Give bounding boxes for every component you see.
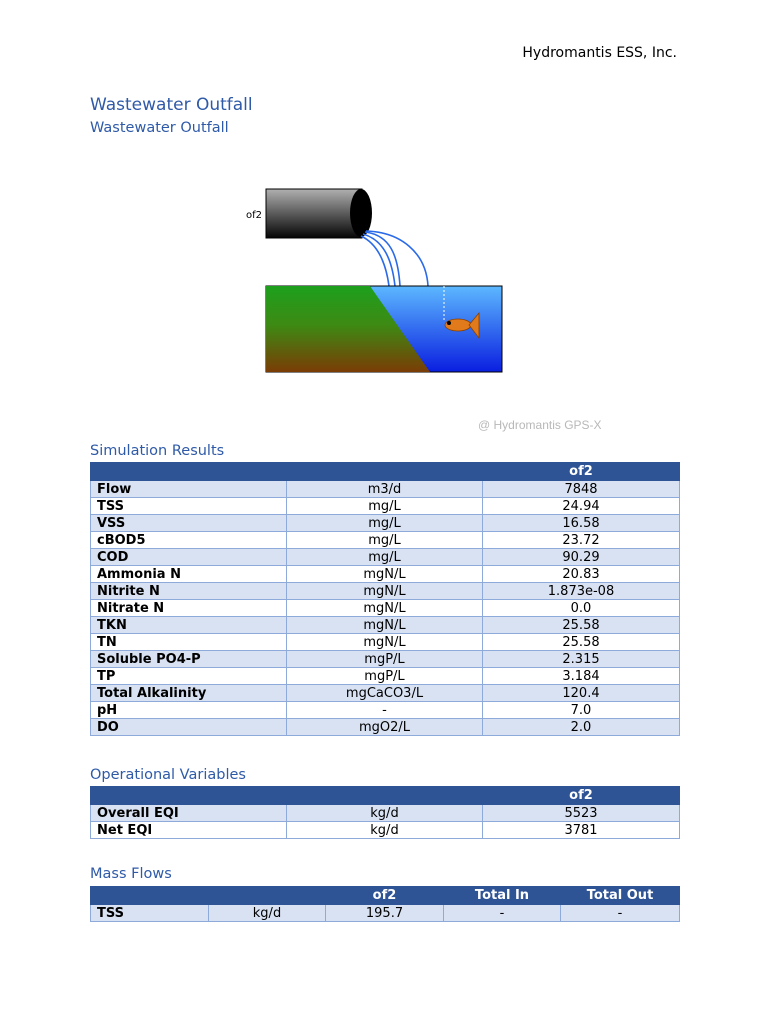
- page-title: Wastewater Outfall: [90, 95, 253, 115]
- table-cell-value: 3781: [483, 822, 680, 839]
- column-header: [91, 887, 209, 905]
- table-row: [91, 549, 680, 566]
- table-cell-unit: mgO2/L: [287, 719, 483, 736]
- table-header-row: [91, 787, 680, 805]
- table-cell-unit: mgP/L: [287, 668, 483, 685]
- column-header: Total In: [444, 887, 561, 905]
- table-row: [91, 515, 680, 532]
- table-cell-unit: mgN/L: [287, 617, 483, 634]
- table-row: [91, 566, 680, 583]
- table-cell-name: TKN: [91, 617, 287, 634]
- table-row: [91, 702, 680, 719]
- table-row: [91, 685, 680, 702]
- mass-flows-table: [90, 886, 680, 922]
- watermark: @ Hydromantis GPS-X: [478, 418, 602, 432]
- pipe-icon: [266, 189, 372, 238]
- table-cell-unit: kg/d: [209, 905, 326, 922]
- operational-variables-heading: Operational Variables: [90, 767, 246, 783]
- simulation-results-heading: Simulation Results: [90, 443, 225, 459]
- table-header-row: [91, 463, 680, 481]
- column-header: of2: [483, 787, 680, 805]
- table-cell-name: VSS: [91, 515, 287, 532]
- table-cell-name: TSS: [91, 498, 287, 515]
- table-cell-name: Nitrite N: [91, 583, 287, 600]
- table-cell-total-in: -: [444, 905, 561, 922]
- mass-flows-heading: Mass Flows: [90, 866, 172, 882]
- table-row: [91, 651, 680, 668]
- column-header: of2: [326, 887, 444, 905]
- column-header: Total Out: [561, 887, 680, 905]
- table-row: [91, 498, 680, 515]
- table-cell-name: cBOD5: [91, 532, 287, 549]
- page-subtitle: Wastewater Outfall: [90, 120, 229, 136]
- table-row: [91, 481, 680, 498]
- table-cell-unit: mg/L: [287, 515, 483, 532]
- table-cell-unit: mgN/L: [287, 600, 483, 617]
- table-cell-unit: mgCaCO3/L: [287, 685, 483, 702]
- table-cell-unit: mgN/L: [287, 583, 483, 600]
- table-row: [91, 600, 680, 617]
- table-cell-total-out: -: [561, 905, 680, 922]
- table-row: [91, 905, 680, 922]
- operational-variables-table: [90, 786, 680, 839]
- table-cell-name: DO: [91, 719, 287, 736]
- table-cell-value: 3.184: [483, 668, 680, 685]
- column-header: of2: [483, 463, 680, 481]
- table-cell-value: 7.0: [483, 702, 680, 719]
- table-cell-value: 120.4: [483, 685, 680, 702]
- table-cell-value: 23.72: [483, 532, 680, 549]
- table-cell-unit: kg/d: [287, 805, 483, 822]
- simulation-results-table: [90, 462, 680, 736]
- table-cell-unit: mg/L: [287, 532, 483, 549]
- table-cell-unit: kg/d: [287, 822, 483, 839]
- table-cell-value: 2.315: [483, 651, 680, 668]
- column-header: [91, 463, 287, 481]
- column-header: [91, 787, 287, 805]
- table-cell-name: TN: [91, 634, 287, 651]
- column-header: [209, 887, 326, 905]
- table-cell-unit: m3/d: [287, 481, 483, 498]
- table-cell-name: pH: [91, 702, 287, 719]
- table-cell-name: COD: [91, 549, 287, 566]
- table-cell-value: 16.58: [483, 515, 680, 532]
- company-name: Hydromantis ESS, Inc.: [522, 45, 677, 61]
- table-cell-unit: mgP/L: [287, 651, 483, 668]
- table-cell-unit: mg/L: [287, 498, 483, 515]
- table-cell-value: 0.0: [483, 600, 680, 617]
- table-cell-name: TP: [91, 668, 287, 685]
- outfall-diagram: [240, 180, 510, 380]
- table-cell-name: Total Alkalinity: [91, 685, 287, 702]
- table-cell-name: Nitrate N: [91, 600, 287, 617]
- table-cell-value: 7848: [483, 481, 680, 498]
- table-row: [91, 822, 680, 839]
- column-header: [287, 463, 483, 481]
- table-cell-name: TSS: [91, 905, 209, 922]
- table-cell-unit: mg/L: [287, 549, 483, 566]
- table-cell-value: 25.58: [483, 617, 680, 634]
- table-row: [91, 583, 680, 600]
- table-cell-name: Soluble PO4-P: [91, 651, 287, 668]
- table-cell-value: 2.0: [483, 719, 680, 736]
- discharge-stream-icon: [361, 231, 428, 286]
- table-cell-name: Ammonia N: [91, 566, 287, 583]
- table-cell-value: 24.94: [483, 498, 680, 515]
- table-row: [91, 532, 680, 549]
- table-cell-unit: mgN/L: [287, 566, 483, 583]
- table-cell-value: 25.58: [483, 634, 680, 651]
- table-row: [91, 617, 680, 634]
- table-row: [91, 634, 680, 651]
- table-cell-unit: mgN/L: [287, 634, 483, 651]
- table-row: [91, 668, 680, 685]
- table-cell-name: Net EQI: [91, 822, 287, 839]
- table-cell-value: 20.83: [483, 566, 680, 583]
- table-cell-value: 90.29: [483, 549, 680, 566]
- table-cell-name: Overall EQI: [91, 805, 287, 822]
- table-cell-unit: -: [287, 702, 483, 719]
- outfall-label: of2: [246, 210, 263, 221]
- table-cell-name: Flow: [91, 481, 287, 498]
- table-cell-value: 195.7: [326, 905, 444, 922]
- table-header-row: [91, 887, 680, 905]
- table-row: [91, 805, 680, 822]
- column-header: [287, 787, 483, 805]
- table-cell-value: 1.873e-08: [483, 583, 680, 600]
- table-row: [91, 719, 680, 736]
- table-cell-value: 5523: [483, 805, 680, 822]
